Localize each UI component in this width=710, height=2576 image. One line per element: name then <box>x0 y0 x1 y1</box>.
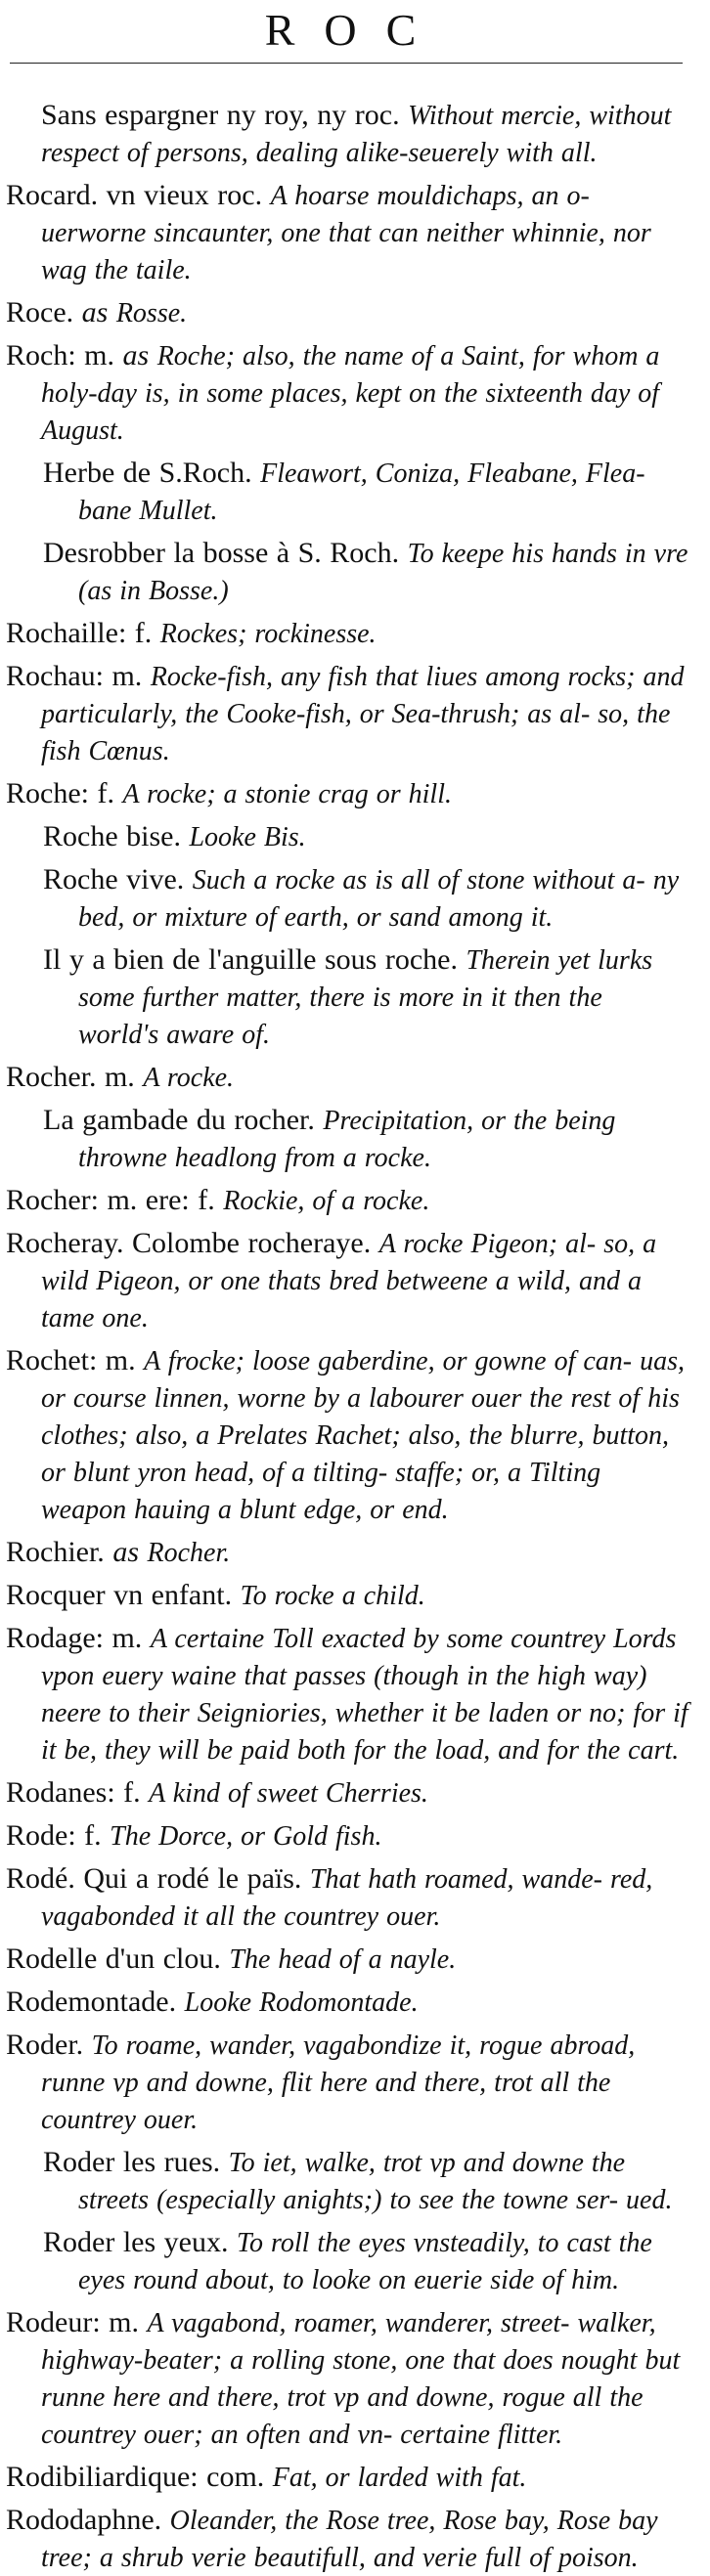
entry-definition: That hath roamed, wande- red, vagabonded it all the countrey ouer. <box>41 1864 653 1932</box>
dictionary-entry <box>6 337 688 449</box>
entry-definition: A kind of sweet Cherries. <box>149 1778 428 1809</box>
dictionary-entry <box>6 818 688 855</box>
entry-headword: Desrobber la bosse à S. Roch. <box>43 537 400 569</box>
dictionary-entry <box>6 97 688 171</box>
entry-definition: To rocke a child. <box>240 1581 425 1611</box>
entry-headword: Rodelle d'un clou. <box>6 1943 221 1975</box>
dictionary-entry <box>6 1225 688 1336</box>
entry-headword: Roche vive. <box>43 863 185 895</box>
dictionary-entry <box>6 861 688 936</box>
entry-headword: Rocher. m. <box>6 1061 135 1093</box>
dictionary-entry <box>6 1620 688 1768</box>
dictionary-entry <box>6 177 688 288</box>
header-rule <box>10 63 683 64</box>
entry-definition: Fleawort, Coniza, Fleabane, Flea- bane Mullet. <box>78 458 645 526</box>
entry-definition: A rocke. <box>143 1063 235 1093</box>
dictionary-entry <box>6 1984 688 2021</box>
entry-crossref-marker: as <box>81 296 109 328</box>
dictionary-entry <box>6 615 688 652</box>
dictionary-entry <box>6 1534 688 1571</box>
entry-headword: Roder les rues. <box>43 2146 221 2178</box>
entry-definition: A vagabond, roamer, wanderer, street- walker, highway-beater; a rolling stone, one that does nought but runne here and there, trot vp and downe, rogue all the countrey ouer; an often and vn- certaine flitter. <box>41 2308 681 2450</box>
entry-headword: Rocher: m. ere: f. <box>6 1184 215 1216</box>
entry-definition: Looke Bis. <box>189 822 306 852</box>
dictionary-entry <box>6 1102 688 1176</box>
entry-headword: La gambade du rocher. <box>43 1104 315 1136</box>
dictionary-entry <box>6 2144 688 2218</box>
entry-definition: Oleander, the Rose tree, Rose bay, Rose bay tree; a shrub verie beautifull, and verie full of poison. <box>41 2506 658 2573</box>
entry-headword: Rodeur: m. <box>6 2306 139 2338</box>
entry-headword: Rocard. vn vieux roc. <box>6 179 263 211</box>
entry-headword: Roch: m. <box>6 339 114 371</box>
entry-definition: Looke Rodomontade. <box>184 1987 419 2018</box>
entry-headword: Rodé. Qui a rodé le païs. <box>6 1862 302 1895</box>
dictionary-entry <box>6 2502 688 2576</box>
dictionary-entry <box>6 535 688 609</box>
entry-headword: Il y a bien de l'anguille sous roche. <box>43 943 458 976</box>
dictionary-entry <box>6 2304 688 2453</box>
entry-definition: Such a rocke as is all of stone without a- ny bed, or mixture of earth, or sand among it. <box>78 865 680 933</box>
entry-headword: Rochier. <box>6 1536 105 1568</box>
entry-headword: Roder. <box>6 2029 84 2061</box>
entry-headword: Roder les yeux. <box>43 2226 229 2258</box>
entry-definition: Roche; also, the name of a Saint, for whom a holy-day is, in some places, kept on the sixteenth day of August. <box>41 341 660 446</box>
entry-headword: Herbe de S.Roch. <box>43 457 252 489</box>
dictionary-entry <box>6 2027 688 2138</box>
dictionary-entry <box>6 1182 688 1219</box>
dictionary-entry <box>6 1342 688 1528</box>
dictionary-entry <box>6 294 688 331</box>
entry-crossref-marker: as <box>122 339 150 371</box>
dictionary-entry <box>6 1774 688 1812</box>
entry-headword: Rodanes: f. <box>6 1776 141 1809</box>
dictionary-entry <box>6 1817 688 1855</box>
entry-headword: Rochaille: f. <box>6 617 153 649</box>
entry-definition: Rosse. <box>115 298 188 328</box>
dictionary-entry <box>6 1577 688 1614</box>
entry-definition: Therein yet lurks some further matter, there is more in it then the world's aware of. <box>78 945 653 1050</box>
entry-headword: Rodibiliardique: com. <box>6 2461 265 2493</box>
entry-headword: Roche bise. <box>43 820 181 852</box>
dictionary-entry <box>6 1860 688 1935</box>
dictionary-entry <box>6 775 688 812</box>
entry-definition: A frocke; loose gaberdine, or gowne of can- uas, or course linnen, worne by a labourer ouer the rest of his clothes; also, a Prelates Rachet; also, the blurre, button, or blunt yron head, of a tilting- staffe; or, a Tilting weapon hauing a blunt edge, or end. <box>41 1346 686 1525</box>
entry-definition: A hoarse mouldichaps, an o- uerworne sincaunter, one that can neither whinnie, nor wag the taile. <box>41 181 651 285</box>
dictionary-entry <box>6 941 688 1053</box>
entry-definition: The head of a nayle. <box>229 1944 457 1975</box>
dictionary-entry <box>6 1941 688 1978</box>
entry-definition: Rocher. <box>147 1538 231 1568</box>
entry-definition: To roame, wander, vagabondize it, rogue abroad, runne vp and downe, flit here and there, trot all the countrey ouer. <box>41 2030 636 2135</box>
dictionary-entry <box>6 1059 688 1096</box>
entry-definition: To keepe his hands in vre (as in Bosse.) <box>78 539 688 606</box>
entry-definition: A rocke Pigeon; al- so, a wild Pigeon, or one thats bred betweene a wild, and a tame one. <box>41 1229 657 1333</box>
page-header: ROC <box>264 5 446 55</box>
entry-headword: Rochau: m. <box>6 660 143 692</box>
entry-headword: Rocquer vn enfant. <box>6 1579 233 1611</box>
dictionary-entry <box>6 2224 688 2298</box>
entry-headword: Roche: f. <box>6 777 114 809</box>
entry-definition: The Dorce, or Gold fish. <box>110 1821 382 1852</box>
entry-headword: Roce. <box>6 296 74 328</box>
dictionary-entry <box>6 2459 688 2496</box>
entry-headword: Rode: f. <box>6 1819 102 1852</box>
entry-definition: Fat, or larded with fat. <box>272 2463 527 2493</box>
entry-definition: Rockie, of a rocke. <box>223 1186 430 1216</box>
entry-headword: Rodage: m. <box>6 1622 143 1654</box>
entry-definition: A rocke; a stonie crag or hill. <box>122 779 452 809</box>
dictionary-entry <box>6 658 688 769</box>
entry-headword: Rocheray. Colombe rocheraye. <box>6 1227 372 1259</box>
entry-headword: Rodemontade. <box>6 1986 177 2018</box>
entry-definition: Without mercie, without respect of persons, dealing alike-seuerely with all. <box>41 101 672 168</box>
entry-crossref-marker: as <box>112 1536 139 1568</box>
entry-definition: To iet, walke, trot vp and downe the streets (especially anights;) to see the towne ser- ued. <box>78 2148 673 2215</box>
dictionary-entry <box>6 455 688 529</box>
entry-definition: Precipitation, or the being throwne headlong from a rocke. <box>78 1106 616 1173</box>
entry-headword: Rochet: m. <box>6 1344 136 1376</box>
entry-definition: Rockes; rockinesse. <box>159 619 377 649</box>
entry-definition: To roll the eyes vnsteadily, to cast the eyes round about, to looke on euerie side of him. <box>78 2228 652 2295</box>
entry-list <box>0 97 710 2576</box>
entry-headword: Rododaphne. <box>6 2504 162 2536</box>
entry-definition: Rocke-fish, any fish that liues among rocks; and particularly, the Cooke-fish, or Sea-thrush; as al- so, the fish Cœnus. <box>41 662 685 766</box>
entry-headword: Sans espargner ny roy, ny roc. <box>41 99 400 131</box>
entry-definition: A certaine Toll exacted by some countrey Lords vpon euery waine that passes (though in the high way) neere to their Seigniories, whether it be laden or no; for if it be, they will be paid both for the load, and for the cart. <box>41 1624 688 1766</box>
